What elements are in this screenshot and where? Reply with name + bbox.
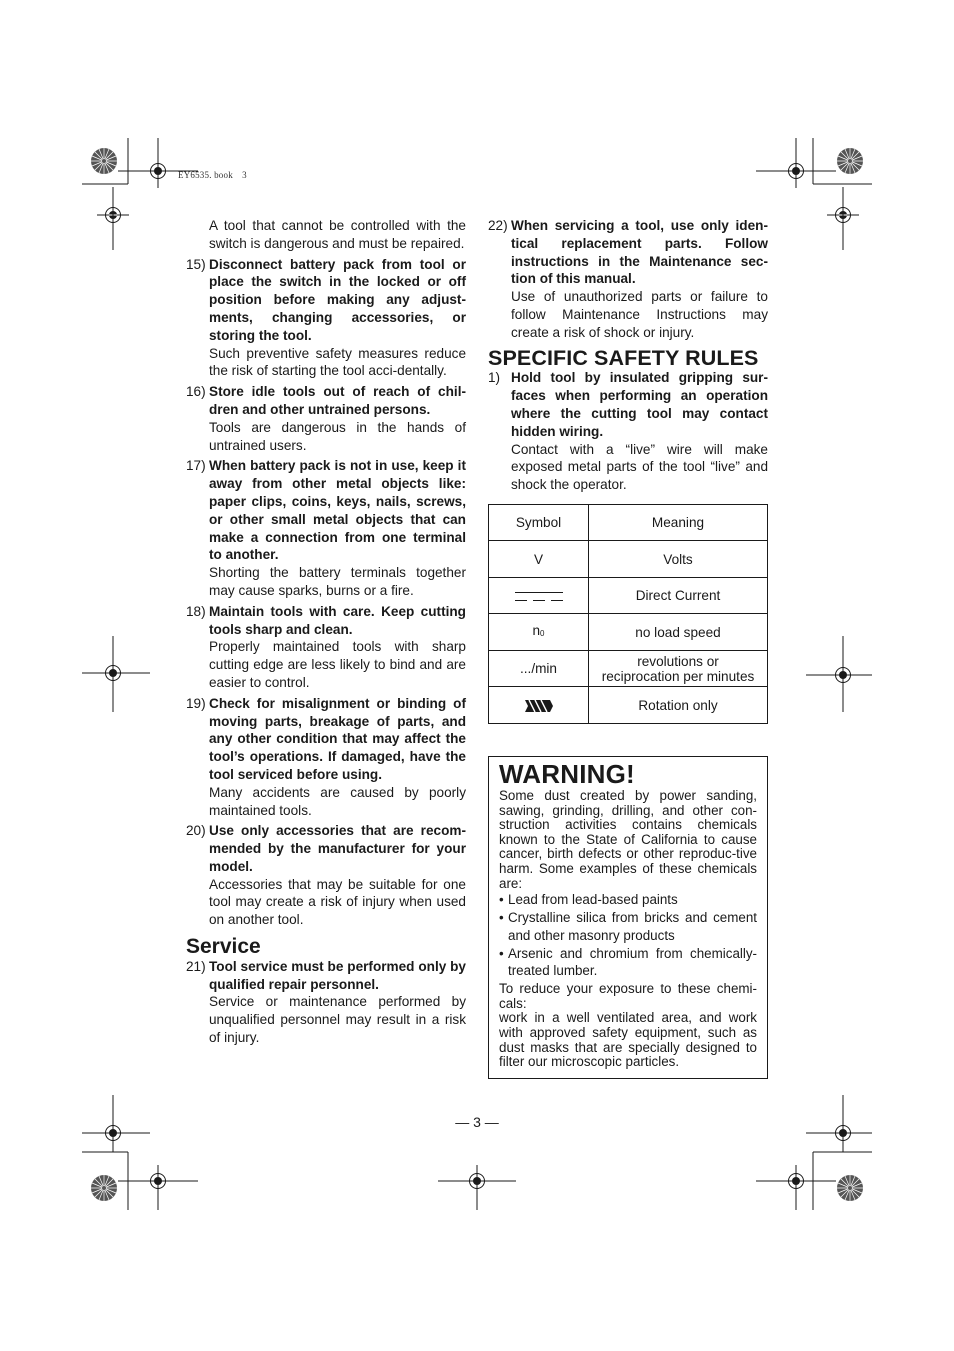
section-heading-specific-safety-rules: SPECIFIC SAFETY RULES <box>488 345 759 370</box>
item-body: Shorting the battery terminals together may cause sparks, burns or a fire. <box>209 565 466 598</box>
table-row <box>489 577 768 614</box>
item-body: Contact with a “live” wire will make exposed metal parts of the tool “live” and shock the operator. <box>511 441 768 493</box>
list-item-19 <box>186 695 466 820</box>
item-number: 1) <box>488 370 501 386</box>
warning-bullet: • Crystalline silica from bricks and cement and other masonry products <box>499 909 757 943</box>
list-item-21 <box>186 958 466 1047</box>
bullet-text: Crystalline silica from bricks and cement and other masonry products <box>508 909 757 943</box>
warning-title: WARNING! <box>499 759 635 789</box>
item-body: Tools are dangerous in the hands of untrained users. <box>209 419 466 453</box>
symbol-text: n <box>532 623 541 639</box>
item-heading: Store idle tools out of reach of chil-dren and other untrained persons. <box>209 384 466 417</box>
page-number: — 3 — <box>455 1114 499 1130</box>
item-body: Many accidents are caused by poorly maintained tools. <box>209 784 466 818</box>
item-body: Accessories that may be suitable for one tool may create a risk of injury when used on another tool. <box>209 876 466 928</box>
warning-paragraph: Some dust created by power sanding, sawing, grinding, drilling, and other con-struction activities contains chemicals known to the State of California to cause cancer, birth defects or other reproduc-tive harm. Some examples of these chemicals are: <box>499 788 757 891</box>
item-heading: Check for misalignment or binding of moving parts, breakage of parts, and any other condition that may affect the tool’s operations. If damaged, have the tool serviced before using. <box>209 695 466 782</box>
item-body: Properly maintained tools with sharp cutting edge are less likely to bind and are easier to control. <box>209 639 466 690</box>
meaning-cell <box>589 650 768 687</box>
list-item-15 <box>186 256 466 381</box>
meaning-cell: no load speed <box>589 614 768 651</box>
direct-current-symbol <box>515 592 563 602</box>
item-number: 22) <box>488 218 508 233</box>
header-meaning: Meaning <box>589 504 768 541</box>
meaning-line-1: revolutions or <box>637 653 719 669</box>
list-item-20 <box>186 822 466 929</box>
warning-bullet: • Arsenic and chromium from chemically-treated lumber. <box>499 945 757 979</box>
item-heading: When servicing a tool, use only iden-tical replacement parts. Follow instructions in the Maintenance sec-tion of this manual. <box>511 218 768 287</box>
intro-text: A tool that cannot be controlled with the switch is dangerous and must be repaired. <box>209 218 466 251</box>
symbol-cell <box>489 687 589 724</box>
item-heading: Maintain tools with care. Keep cutting tools sharp and clean. <box>209 603 466 637</box>
list-item-22 <box>488 217 768 342</box>
item-number: 21) <box>186 958 206 974</box>
list-item-18 <box>186 603 466 692</box>
warning-paragraph: To reduce your exposure to these chemi-cals: <box>499 981 757 1011</box>
item-number: 20) <box>186 823 206 839</box>
symbol-table <box>488 504 768 724</box>
warning-bullet: • Lead from lead-based paints <box>499 892 678 908</box>
item-heading: Use only accessories that are recom-mended by the manufacturer for your model. <box>209 823 466 874</box>
header-symbol: Symbol <box>489 504 589 541</box>
symbol-cell <box>489 577 589 614</box>
meaning-cell: Direct Current <box>589 577 768 614</box>
meaning-line-2: reciprocation per minutes <box>601 668 755 684</box>
symbol-cell: .../min <box>489 650 589 687</box>
list-item-16 <box>186 383 466 454</box>
item-heading: Disconnect battery pack from tool or place the switch in the locked or off position before making any adjust-ments, changing accessories, or storing the tool. <box>209 256 466 343</box>
table-row <box>489 614 768 651</box>
item-number: 19) <box>186 695 206 711</box>
list-item-17 <box>186 457 466 599</box>
symbol-cell <box>489 614 589 651</box>
bullet-text: Lead from lead-based paints <box>508 892 678 908</box>
right-column <box>488 217 768 724</box>
list-item-ssr-1 <box>488 369 768 494</box>
item-heading: Tool service must be performed only by qualified repair personnel. <box>209 958 466 992</box>
file-slug: EY6535. book 3 <box>178 170 247 180</box>
bullet-text: Arsenic and chromium from chemically-treated lumber. <box>508 945 757 979</box>
item-body: Such preventive safety measures reduce the risk of starting the tool acci-dentally. <box>209 345 466 379</box>
table-row <box>489 687 768 724</box>
item-number: 18) <box>186 603 206 619</box>
table-row <box>489 650 768 687</box>
item-body: Service or maintenance performed by unqualified personnel may result in a risk of injury. <box>209 994 466 1046</box>
rotation-only-icon <box>524 699 554 713</box>
item-number: 17) <box>186 458 206 474</box>
symbol-subscript: 0 <box>540 629 545 639</box>
item-heading: When battery pack is not in use, keep it away from other metal objects like: paper clips, coins, keys, nails, screws, or other small metal objects that can make a connection from one terminal to another. <box>209 458 466 563</box>
left-column <box>186 217 466 1050</box>
item-body: Use of unauthorized parts or failure to follow Maintenance Instructions may create a risk of shock or injury. <box>511 289 768 340</box>
meaning-cell: Rotation only <box>589 687 768 724</box>
table-header-row <box>489 504 768 541</box>
symbol-cell: V <box>489 541 589 578</box>
item-number: 16) <box>186 384 206 400</box>
item-heading: Hold tool by insulated gripping sur-faces when performing an operation where the cutting tool may contact hidden wiring. <box>511 370 768 439</box>
item-number: 15) <box>186 256 206 272</box>
meaning-cell: Volts <box>589 541 768 578</box>
table-row <box>489 541 768 578</box>
warning-box <box>488 756 768 1079</box>
section-heading-service: Service <box>186 935 261 959</box>
warning-paragraph: work in a well ventilated area, and work with approved safety equipment, such as dust masks that are specially designed to filter our microscopic particles. <box>499 1010 757 1070</box>
